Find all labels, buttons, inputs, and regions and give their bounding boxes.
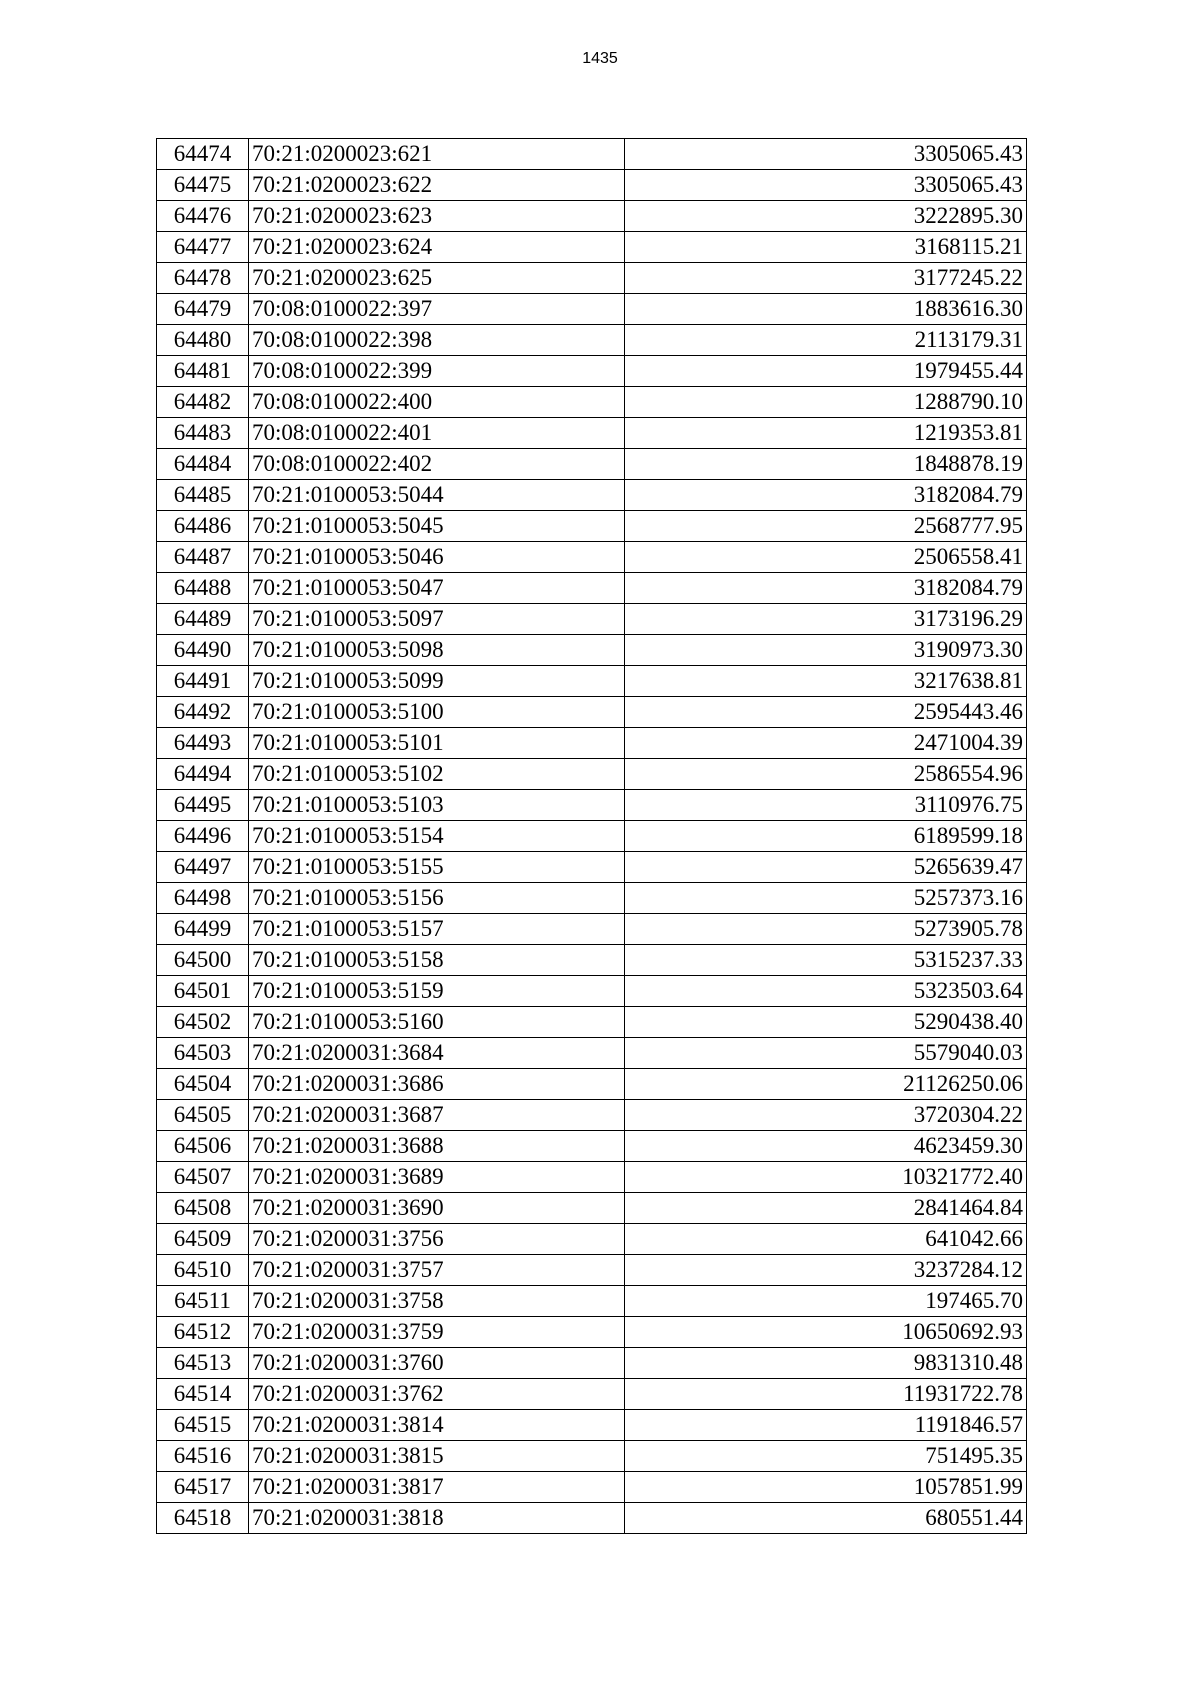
cadastral-number-cell: 70:21:0100053:5103	[249, 790, 625, 821]
row-number-cell: 64485	[157, 480, 249, 511]
value-cell: 5257373.16	[625, 883, 1027, 914]
cadastral-number-cell: 70:21:0200031:3815	[249, 1441, 625, 1472]
value-cell: 2506558.41	[625, 542, 1027, 573]
table-row	[157, 1348, 1027, 1379]
cadastral-number-cell: 70:21:0200031:3689	[249, 1162, 625, 1193]
cadastral-number-cell: 70:21:0100053:5099	[249, 666, 625, 697]
table-row	[157, 604, 1027, 635]
table-row	[157, 852, 1027, 883]
row-number-cell: 64484	[157, 449, 249, 480]
row-number-cell: 64511	[157, 1286, 249, 1317]
value-cell: 3168115.21	[625, 232, 1027, 263]
value-cell: 2841464.84	[625, 1193, 1027, 1224]
cadastral-number-cell: 70:21:0100053:5097	[249, 604, 625, 635]
cadastral-number-cell: 70:21:0100053:5101	[249, 728, 625, 759]
row-number-cell: 64501	[157, 976, 249, 1007]
table-row	[157, 1069, 1027, 1100]
value-cell: 4623459.30	[625, 1131, 1027, 1162]
value-cell: 3110976.75	[625, 790, 1027, 821]
table-row	[157, 883, 1027, 914]
cadastral-number-cell: 70:21:0100053:5047	[249, 573, 625, 604]
table-row	[157, 1193, 1027, 1224]
cadastral-number-cell: 70:21:0200031:3818	[249, 1503, 625, 1534]
row-number-cell: 64504	[157, 1069, 249, 1100]
table-row	[157, 511, 1027, 542]
value-cell: 3177245.22	[625, 263, 1027, 294]
row-number-cell: 64493	[157, 728, 249, 759]
row-number-cell: 64474	[157, 139, 249, 170]
value-cell: 1191846.57	[625, 1410, 1027, 1441]
cadastral-number-cell: 70:08:0100022:397	[249, 294, 625, 325]
table-row	[157, 821, 1027, 852]
cadastral-number-cell: 70:21:0100053:5158	[249, 945, 625, 976]
row-number-cell: 64492	[157, 697, 249, 728]
table-row	[157, 449, 1027, 480]
row-number-cell: 64513	[157, 1348, 249, 1379]
row-number-cell: 64480	[157, 325, 249, 356]
table-row	[157, 1100, 1027, 1131]
value-cell: 3222895.30	[625, 201, 1027, 232]
cadastral-number-cell: 70:21:0100053:5098	[249, 635, 625, 666]
row-number-cell: 64505	[157, 1100, 249, 1131]
value-cell: 2568777.95	[625, 511, 1027, 542]
cadastral-number-cell: 70:21:0200031:3686	[249, 1069, 625, 1100]
value-cell: 2471004.39	[625, 728, 1027, 759]
table-row	[157, 1038, 1027, 1069]
table-row	[157, 232, 1027, 263]
cadastral-number-cell: 70:21:0100053:5100	[249, 697, 625, 728]
value-cell: 5290438.40	[625, 1007, 1027, 1038]
table-row	[157, 1007, 1027, 1038]
row-number-cell: 64482	[157, 387, 249, 418]
value-cell: 197465.70	[625, 1286, 1027, 1317]
value-cell: 1848878.19	[625, 449, 1027, 480]
table-row	[157, 294, 1027, 325]
row-number-cell: 64503	[157, 1038, 249, 1069]
row-number-cell: 64494	[157, 759, 249, 790]
table-row	[157, 356, 1027, 387]
table-row	[157, 1503, 1027, 1534]
row-number-cell: 64489	[157, 604, 249, 635]
row-number-cell: 64486	[157, 511, 249, 542]
table-row	[157, 1162, 1027, 1193]
table-row	[157, 1472, 1027, 1503]
value-cell: 5323503.64	[625, 976, 1027, 1007]
row-number-cell: 64483	[157, 418, 249, 449]
cadastral-number-cell: 70:21:0100053:5044	[249, 480, 625, 511]
value-cell: 1219353.81	[625, 418, 1027, 449]
cadastral-number-cell: 70:21:0200031:3817	[249, 1472, 625, 1503]
value-cell: 3217638.81	[625, 666, 1027, 697]
row-number-cell: 64477	[157, 232, 249, 263]
table-row	[157, 170, 1027, 201]
page-number: 1435	[582, 50, 618, 67]
cadastral-number-cell: 70:21:0200031:3756	[249, 1224, 625, 1255]
cadastral-number-cell: 70:21:0100053:5159	[249, 976, 625, 1007]
table-row	[157, 1224, 1027, 1255]
table-row	[157, 976, 1027, 1007]
value-cell: 2595443.46	[625, 697, 1027, 728]
row-number-cell: 64479	[157, 294, 249, 325]
cadastral-number-cell: 70:21:0100053:5102	[249, 759, 625, 790]
table-row	[157, 1286, 1027, 1317]
row-number-cell: 64502	[157, 1007, 249, 1038]
row-number-cell: 64499	[157, 914, 249, 945]
table-row	[157, 1379, 1027, 1410]
table-row	[157, 790, 1027, 821]
cadastral-number-cell: 70:21:0200031:3760	[249, 1348, 625, 1379]
cadastral-number-cell: 70:21:0200031:3762	[249, 1379, 625, 1410]
table-row	[157, 1255, 1027, 1286]
value-cell: 641042.66	[625, 1224, 1027, 1255]
cadastral-number-cell: 70:21:0200031:3688	[249, 1131, 625, 1162]
cadastral-number-cell: 70:21:0200023:624	[249, 232, 625, 263]
row-number-cell: 64517	[157, 1472, 249, 1503]
row-number-cell: 64506	[157, 1131, 249, 1162]
value-cell: 9831310.48	[625, 1348, 1027, 1379]
table-row	[157, 666, 1027, 697]
cadastral-number-cell: 70:21:0100053:5154	[249, 821, 625, 852]
row-number-cell: 64500	[157, 945, 249, 976]
row-number-cell: 64512	[157, 1317, 249, 1348]
value-cell: 3182084.79	[625, 573, 1027, 604]
cadastral-number-cell: 70:21:0200023:621	[249, 139, 625, 170]
row-number-cell: 64498	[157, 883, 249, 914]
value-cell: 3305065.43	[625, 170, 1027, 201]
data-table	[156, 138, 1027, 1534]
row-number-cell: 64509	[157, 1224, 249, 1255]
table-row	[157, 201, 1027, 232]
row-number-cell: 64488	[157, 573, 249, 604]
cadastral-number-cell: 70:21:0200031:3690	[249, 1193, 625, 1224]
table-row	[157, 542, 1027, 573]
table-row	[157, 945, 1027, 976]
value-cell: 2113179.31	[625, 325, 1027, 356]
cadastral-number-cell: 70:21:0100053:5046	[249, 542, 625, 573]
table-row	[157, 387, 1027, 418]
table-row	[157, 635, 1027, 666]
table-row	[157, 1441, 1027, 1472]
value-cell: 5265639.47	[625, 852, 1027, 883]
cadastral-number-cell: 70:08:0100022:401	[249, 418, 625, 449]
row-number-cell: 64497	[157, 852, 249, 883]
cadastral-number-cell: 70:21:0100053:5045	[249, 511, 625, 542]
value-cell: 5273905.78	[625, 914, 1027, 945]
row-number-cell: 64487	[157, 542, 249, 573]
cadastral-number-cell: 70:21:0200031:3759	[249, 1317, 625, 1348]
value-cell: 1288790.10	[625, 387, 1027, 418]
row-number-cell: 64515	[157, 1410, 249, 1441]
table-row	[157, 697, 1027, 728]
cadastral-number-cell: 70:21:0100053:5160	[249, 1007, 625, 1038]
cadastral-number-cell: 70:21:0100053:5155	[249, 852, 625, 883]
table-row	[157, 914, 1027, 945]
cadastral-number-cell: 70:21:0200031:3758	[249, 1286, 625, 1317]
row-number-cell: 64496	[157, 821, 249, 852]
value-cell: 3173196.29	[625, 604, 1027, 635]
cadastral-number-cell: 70:08:0100022:402	[249, 449, 625, 480]
row-number-cell: 64478	[157, 263, 249, 294]
value-cell: 3182084.79	[625, 480, 1027, 511]
table-row	[157, 1317, 1027, 1348]
table-row	[157, 759, 1027, 790]
row-number-cell: 64516	[157, 1441, 249, 1472]
table-row	[157, 263, 1027, 294]
row-number-cell: 64495	[157, 790, 249, 821]
cadastral-number-cell: 70:08:0100022:400	[249, 387, 625, 418]
value-cell: 1883616.30	[625, 294, 1027, 325]
cadastral-number-cell: 70:21:0200023:622	[249, 170, 625, 201]
table-body	[157, 139, 1027, 1534]
cadastral-number-cell: 70:08:0100022:399	[249, 356, 625, 387]
cadastral-number-cell: 70:21:0100053:5156	[249, 883, 625, 914]
value-cell: 1057851.99	[625, 1472, 1027, 1503]
value-cell: 6189599.18	[625, 821, 1027, 852]
row-number-cell: 64508	[157, 1193, 249, 1224]
table-row	[157, 139, 1027, 170]
row-number-cell: 64518	[157, 1503, 249, 1534]
cadastral-number-cell: 70:21:0200031:3687	[249, 1100, 625, 1131]
value-cell: 1979455.44	[625, 356, 1027, 387]
row-number-cell: 64491	[157, 666, 249, 697]
table-row	[157, 1410, 1027, 1441]
table-row	[157, 573, 1027, 604]
cadastral-number-cell: 70:21:0200031:3684	[249, 1038, 625, 1069]
value-cell: 5579040.03	[625, 1038, 1027, 1069]
value-cell: 5315237.33	[625, 945, 1027, 976]
value-cell: 10321772.40	[625, 1162, 1027, 1193]
value-cell: 3305065.43	[625, 139, 1027, 170]
value-cell: 2586554.96	[625, 759, 1027, 790]
cadastral-number-cell: 70:21:0200031:3814	[249, 1410, 625, 1441]
row-number-cell: 64481	[157, 356, 249, 387]
cadastral-number-cell: 70:21:0200023:623	[249, 201, 625, 232]
value-cell: 21126250.06	[625, 1069, 1027, 1100]
row-number-cell: 64475	[157, 170, 249, 201]
table-row	[157, 325, 1027, 356]
row-number-cell: 64507	[157, 1162, 249, 1193]
cadastral-number-cell: 70:21:0200023:625	[249, 263, 625, 294]
table-row	[157, 1131, 1027, 1162]
value-cell: 680551.44	[625, 1503, 1027, 1534]
row-number-cell: 64514	[157, 1379, 249, 1410]
value-cell: 3237284.12	[625, 1255, 1027, 1286]
cadastral-number-cell: 70:08:0100022:398	[249, 325, 625, 356]
table-row	[157, 418, 1027, 449]
value-cell: 10650692.93	[625, 1317, 1027, 1348]
table-row	[157, 728, 1027, 759]
row-number-cell: 64476	[157, 201, 249, 232]
cadastral-number-cell: 70:21:0200031:3757	[249, 1255, 625, 1286]
value-cell: 11931722.78	[625, 1379, 1027, 1410]
table-row	[157, 480, 1027, 511]
value-cell: 3720304.22	[625, 1100, 1027, 1131]
cadastral-number-cell: 70:21:0100053:5157	[249, 914, 625, 945]
row-number-cell: 64490	[157, 635, 249, 666]
row-number-cell: 64510	[157, 1255, 249, 1286]
value-cell: 751495.35	[625, 1441, 1027, 1472]
value-cell: 3190973.30	[625, 635, 1027, 666]
